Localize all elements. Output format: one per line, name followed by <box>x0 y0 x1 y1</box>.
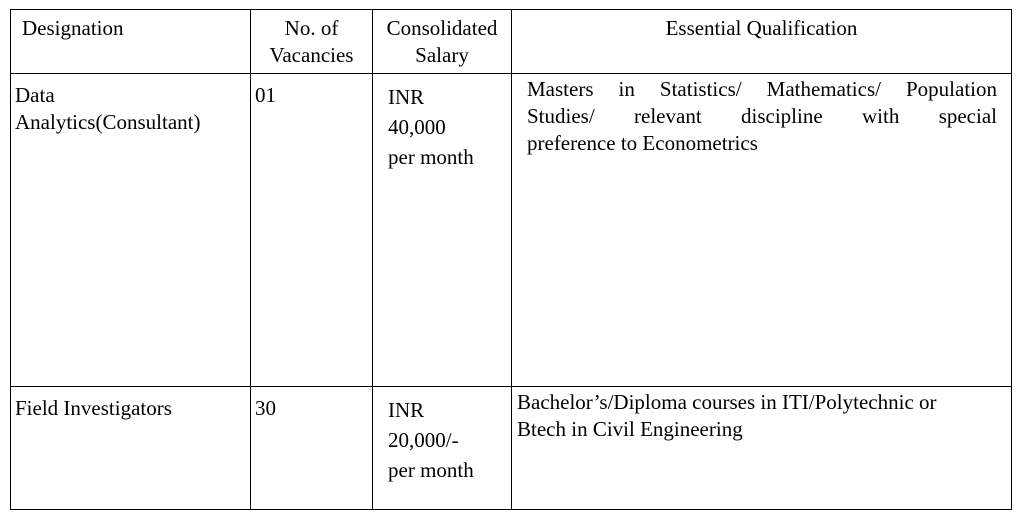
header-vacancies-line: Vacancies <box>269 43 354 67</box>
row2-qualification-line: Btech in Civil Engineering <box>517 417 743 441</box>
row1-qualification-line: Studies/ relevant discipline with special <box>527 104 997 128</box>
column-divider <box>372 9 373 510</box>
table-border-right <box>1011 9 1012 510</box>
row2-qualification-line: Bachelor’s/Diploma courses in ITI/Polytechnic or <box>517 390 937 414</box>
vacancy-table <box>10 9 1012 510</box>
row1-qualification <box>527 76 997 157</box>
row2-qualification <box>517 389 937 443</box>
row1-vacancies <box>255 82 276 109</box>
row1-designation-line: Analytics(Consultant) <box>15 110 201 134</box>
row1-designation <box>15 82 200 136</box>
header-salary-line: Salary <box>415 43 469 67</box>
header-vacancies <box>251 15 372 69</box>
row2-salary-line: per month <box>388 458 474 482</box>
header-salary <box>373 15 511 69</box>
row1-salary-line: per month <box>388 145 474 169</box>
header-designation <box>22 15 123 42</box>
table-border-left <box>10 9 11 510</box>
row1-salary-line: INR <box>388 85 425 109</box>
row2-vacancies <box>255 395 276 422</box>
row2-designation-line: Field Investigators <box>15 396 172 420</box>
header-qualification <box>512 15 1011 42</box>
row2-designation <box>15 395 172 422</box>
header-vacancies-line: No. of <box>284 16 339 40</box>
header-qualification-text: Essential Qualification <box>665 16 858 40</box>
row1-designation-line: Data <box>15 83 55 107</box>
row2-salary-line: 20,000/- <box>388 428 459 452</box>
row1-qualification-line: preference to Econometrics <box>527 131 758 155</box>
header-designation-text: Designation <box>22 16 124 40</box>
row2-salary <box>388 395 474 485</box>
row1-qualification-line: Masters in Statistics/ Mathematics/ Population <box>527 77 997 101</box>
row2-salary-line: INR <box>388 398 425 422</box>
row1-vacancies-text: 01 <box>255 83 276 107</box>
row2-vacancies-text: 30 <box>255 396 276 420</box>
row1-salary <box>388 82 474 172</box>
header-salary-line: Consolidated <box>386 16 498 40</box>
column-divider <box>250 9 251 510</box>
row1-salary-line: 40,000 <box>388 115 446 139</box>
column-divider <box>511 9 512 510</box>
